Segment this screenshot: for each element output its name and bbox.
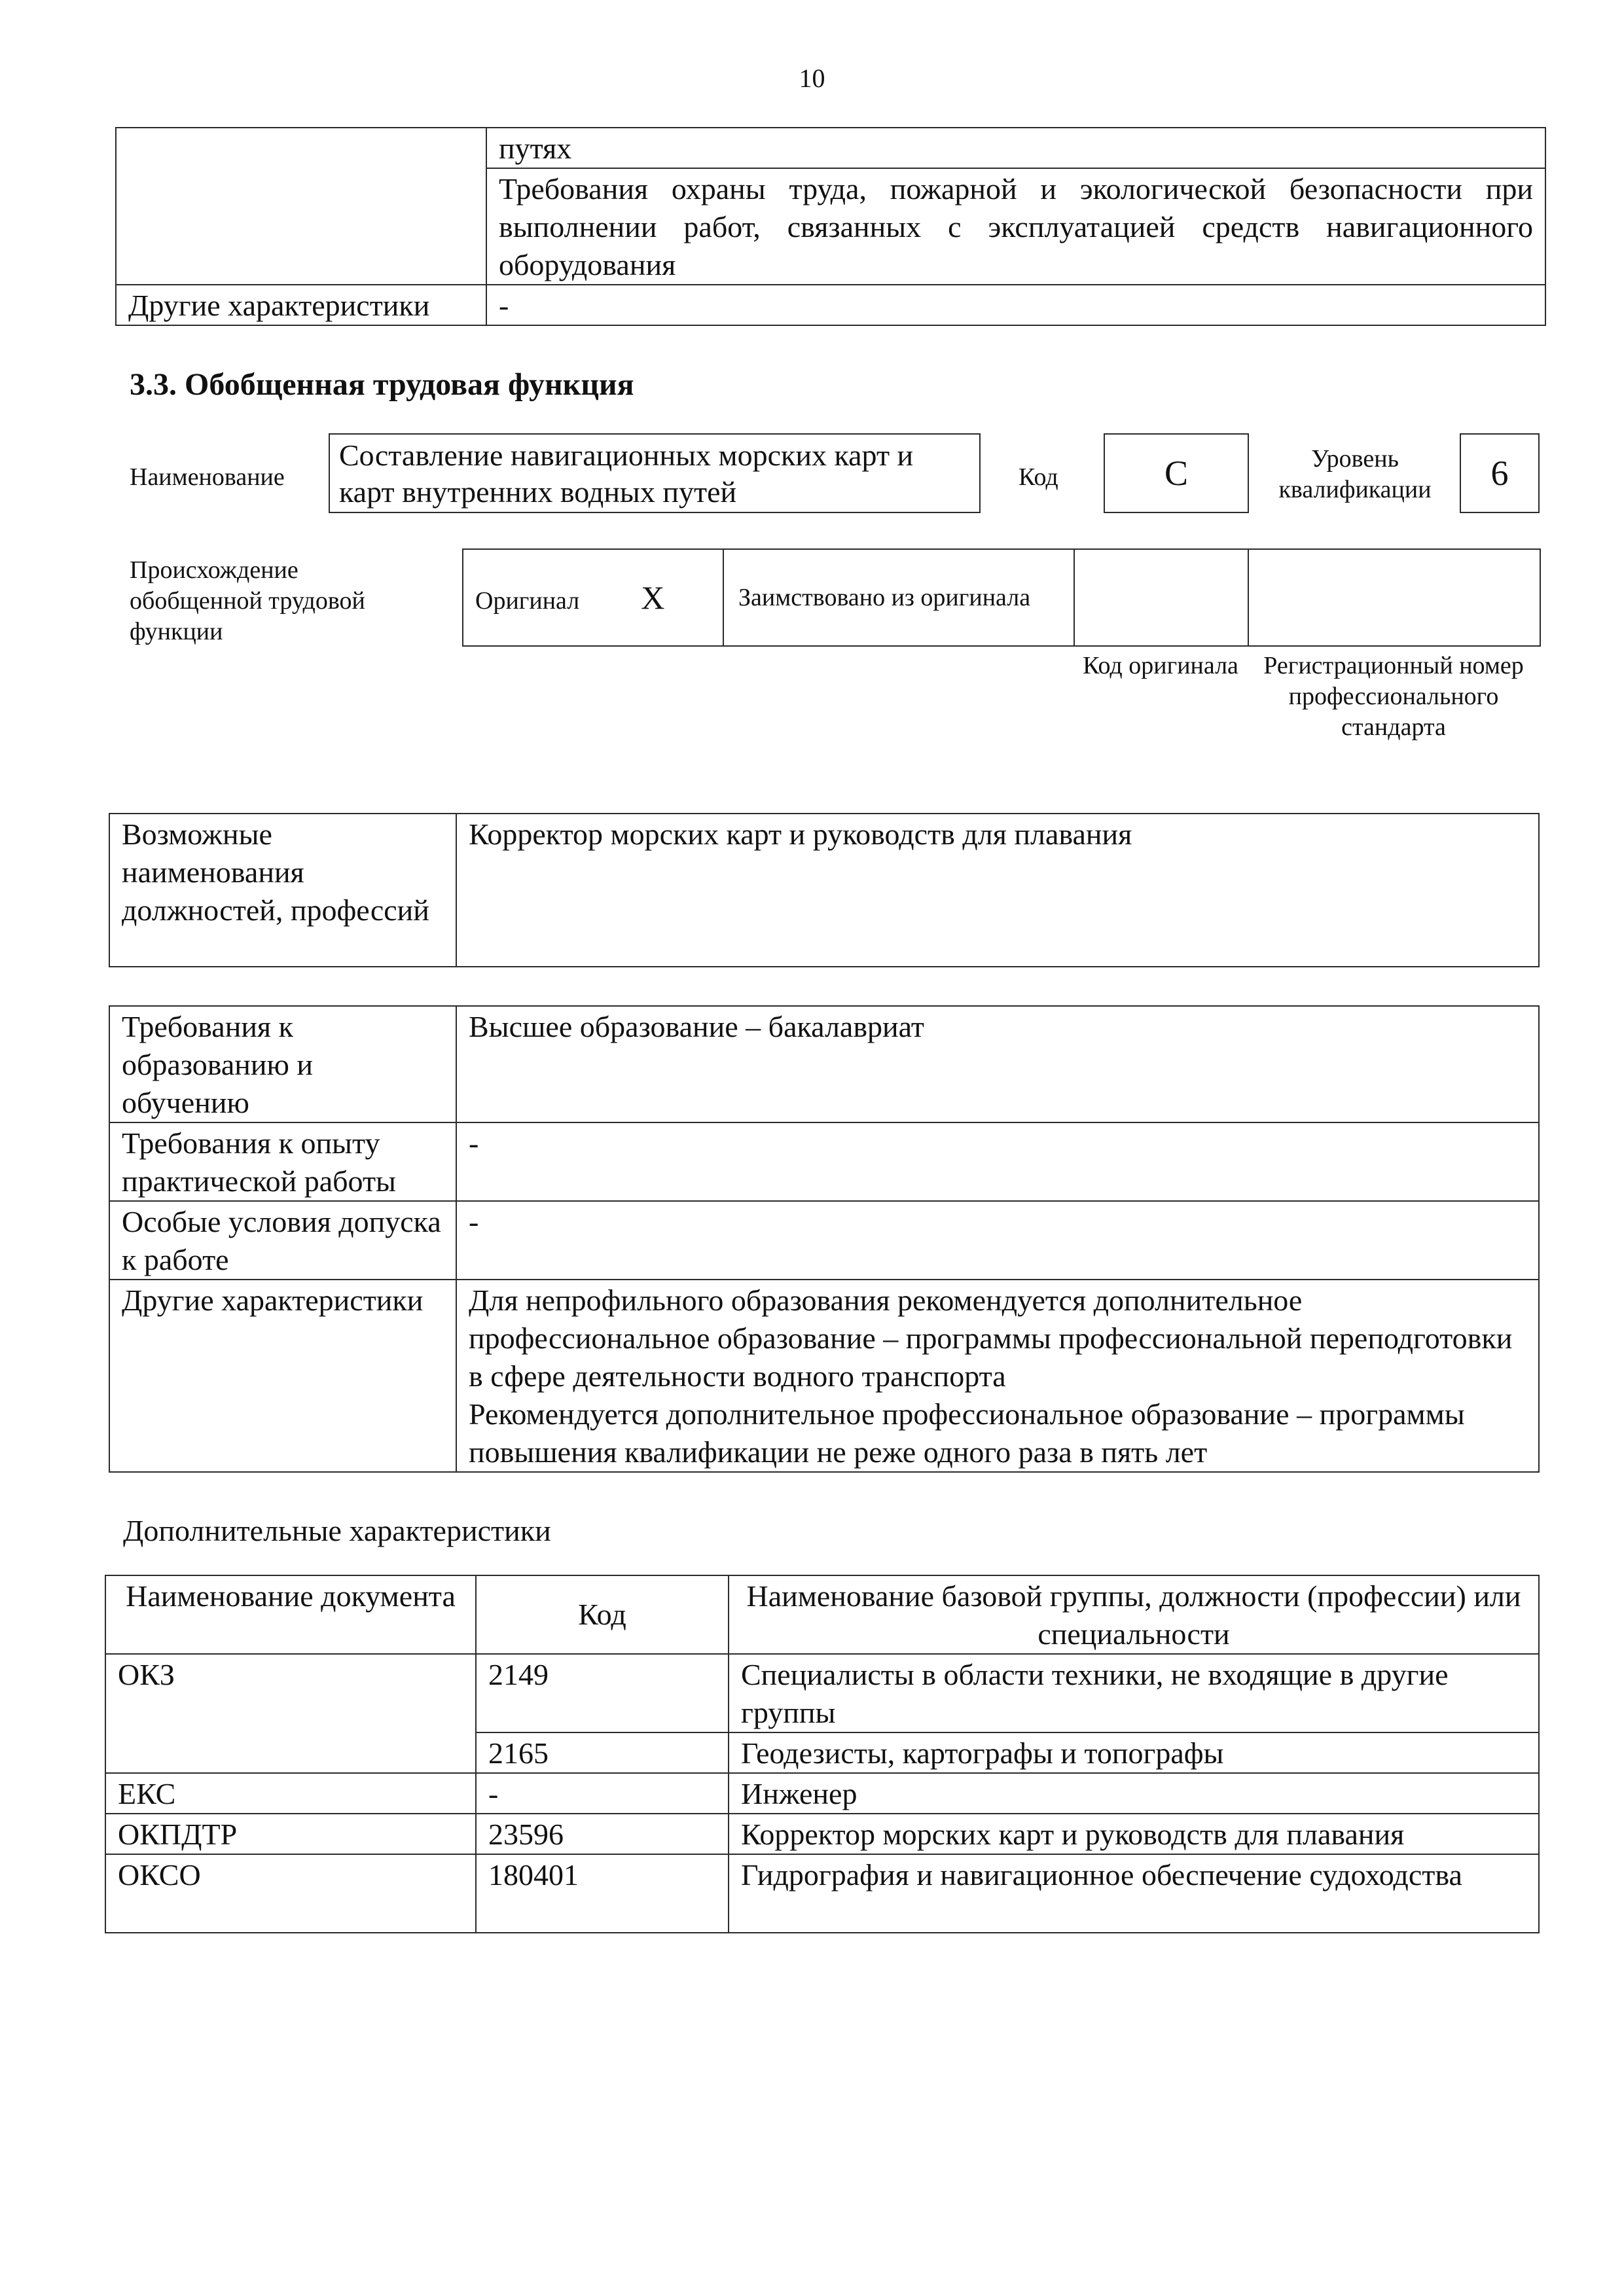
origin-reg-caption: Регистрационный номер профессионального стандарта <box>1263 652 1524 741</box>
origin-original-cell <box>463 549 723 646</box>
positions-label: Возможные наименования должностей, профессий <box>109 814 456 967</box>
requirements-table <box>109 1005 1540 1473</box>
req-other-cell <box>456 1280 1539 1472</box>
top-table-row1: путях <box>486 128 1545 168</box>
req-education-label: Требования к образованию и обучению <box>109 1006 456 1122</box>
additional-row-name: Геодезисты, картографы и топографы <box>729 1732 1539 1773</box>
origin-code-cell <box>1074 549 1248 646</box>
additional-header-name: Наименование базовой группы, должности (профессии) или специальности <box>729 1575 1539 1654</box>
section-title: 3.3. Обобщенная трудовая функция <box>130 367 634 402</box>
function-level-label: Уровень квалификации <box>1278 445 1432 503</box>
positions-value: Корректор морских карт и руководств для плавания <box>456 814 1539 967</box>
top-table-empty-cell <box>116 128 486 285</box>
origin-original-mark: X <box>641 579 665 616</box>
additional-row-name: Специалисты в области техники, не входящие в другие группы <box>729 1654 1539 1732</box>
req-other-label: Другие характеристики <box>109 1280 456 1472</box>
req-admission-label: Особые условия допуска к работе <box>109 1201 456 1280</box>
page-number: 10 <box>799 63 825 93</box>
additional-row-name: Гидрография и навигационное обеспечение судоходства <box>729 1854 1539 1933</box>
additional-row-doc: ЕКС <box>105 1773 476 1814</box>
origin-reg-cell <box>1248 549 1540 646</box>
additional-row-name: Инженер <box>729 1773 1539 1814</box>
additional-row-doc: ОКСО <box>105 1854 476 1933</box>
additional-title: Дополнительные характеристики <box>123 1514 551 1547</box>
origin-code-caption: Код оригинала <box>1083 652 1238 679</box>
function-name-value: Составление навигационных морских карт и карт внутренних водных путей <box>339 439 914 509</box>
req-education-value: Высшее образование – бакалавриат <box>456 1006 1539 1122</box>
additional-row-doc: ОКЗ <box>105 1654 476 1773</box>
additional-table <box>105 1575 1540 1933</box>
additional-row-code: 2149 <box>476 1654 729 1732</box>
req-experience-label: Требования к опыту практической работы <box>109 1122 456 1201</box>
additional-row-code: - <box>476 1773 729 1814</box>
function-code-value: C <box>1164 454 1189 493</box>
req-other-value-2: Рекомендуется дополнительное профессиональное образование – программы повышения квалификации не реже одного раза в пять лет <box>469 1397 1465 1469</box>
function-name-label: Наименование <box>130 463 285 491</box>
origin-original-label: Оригинал <box>475 587 580 615</box>
additional-row-name: Корректор морских карт и руководств для плавания <box>729 1814 1539 1854</box>
function-code-label: Код <box>1019 463 1058 491</box>
origin-table <box>462 548 1541 647</box>
additional-row-code: 23596 <box>476 1814 729 1854</box>
function-level-value: 6 <box>1490 454 1509 493</box>
req-experience-value: - <box>456 1122 1539 1201</box>
additional-row-code: 2165 <box>476 1732 729 1773</box>
additional-row-doc: ОКПДТР <box>105 1814 476 1854</box>
top-table-other-label: Другие характеристики <box>116 285 486 325</box>
origin-borrowed-cell <box>723 549 1074 646</box>
function-level-box <box>1460 433 1540 513</box>
top-table <box>115 127 1546 326</box>
req-admission-value: - <box>456 1201 1539 1280</box>
function-name-box <box>329 433 981 513</box>
function-code-box <box>1104 433 1249 513</box>
top-table-row2: Требования охраны труда, пожарной и экологической безопасности при выполнении работ, связанных с эксплуатацией средств навигационного оборудования <box>486 168 1545 285</box>
additional-row-code: 180401 <box>476 1854 729 1933</box>
origin-label: Происхождение обобщенной трудовой функции <box>130 556 365 645</box>
top-table-other-value: - <box>486 285 1545 325</box>
additional-header-code: Код <box>476 1575 729 1654</box>
additional-header-doc: Наименование документа <box>105 1575 476 1654</box>
origin-borrowed-label: Заимствовано из оригинала <box>738 583 1031 611</box>
req-other-value: Для непрофильного образования рекомендуется дополнительное профессиональное образование – программы профессиональной переподготовки в сфере деятельности водного транспорта <box>469 1283 1513 1393</box>
positions-table <box>109 813 1540 967</box>
